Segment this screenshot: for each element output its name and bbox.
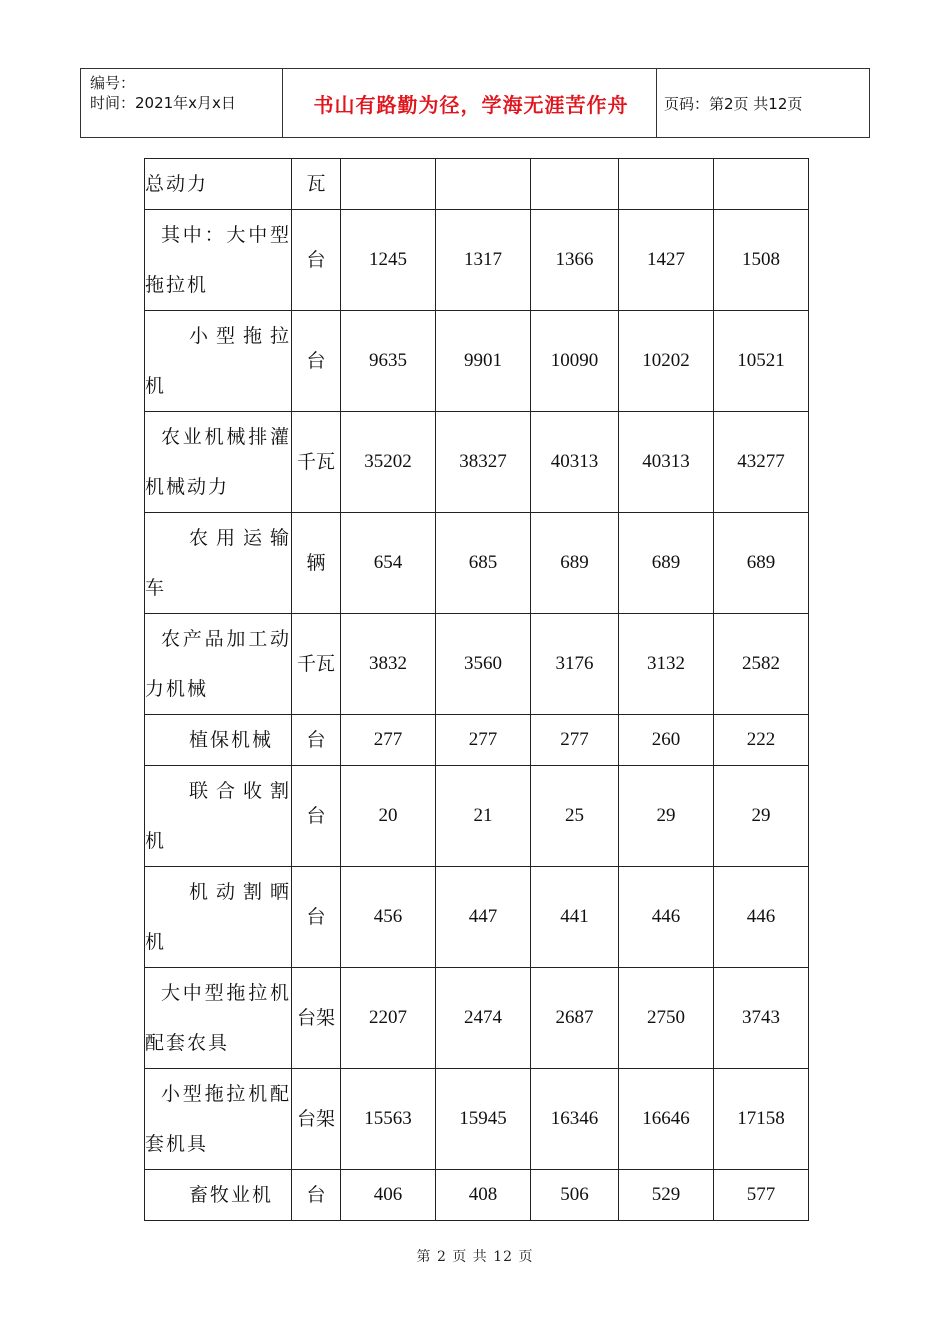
row-label: 机动割晒机 — [145, 867, 292, 968]
table-row — [145, 614, 809, 715]
header-divider — [869, 69, 870, 137]
row-label: 植保机械 — [145, 715, 292, 766]
cell-value: 15563 — [341, 1069, 436, 1170]
header-page-number: 页码：第2页 共12页 — [664, 95, 803, 113]
row-unit: 辆 — [292, 513, 341, 614]
cell-value — [436, 159, 531, 210]
cell-value: 406 — [341, 1170, 436, 1221]
table-row — [145, 513, 809, 614]
row-unit: 台架 — [292, 1069, 341, 1170]
cell-value: 260 — [619, 715, 714, 766]
row-unit: 瓦 — [292, 159, 341, 210]
cell-value: 446 — [619, 867, 714, 968]
row-unit: 千瓦 — [292, 614, 341, 715]
row-label: 农业机械排灌机械动力 — [145, 412, 292, 513]
table-row — [145, 412, 809, 513]
cell-value: 654 — [341, 513, 436, 614]
row-unit: 台 — [292, 1170, 341, 1221]
cell-value: 43277 — [714, 412, 809, 513]
cell-value — [714, 159, 809, 210]
table-row — [145, 1069, 809, 1170]
header-motto: 书山有路勤为径，学海无涯苦作舟 — [313, 93, 629, 117]
cell-value: 10090 — [531, 311, 619, 412]
cell-value: 277 — [531, 715, 619, 766]
row-unit: 台 — [292, 715, 341, 766]
cell-value: 3560 — [436, 614, 531, 715]
cell-value: 17158 — [714, 1069, 809, 1170]
cell-value: 3743 — [714, 968, 809, 1069]
machinery-table — [144, 158, 809, 1221]
cell-value: 689 — [714, 513, 809, 614]
row-unit: 台 — [292, 766, 341, 867]
cell-value: 689 — [619, 513, 714, 614]
table-row — [145, 159, 809, 210]
cell-value: 21 — [436, 766, 531, 867]
row-label: 其中：大中型拖拉机 — [145, 210, 292, 311]
header-divider — [80, 69, 81, 137]
row-label: 畜牧业机 — [145, 1170, 292, 1221]
cell-value: 1366 — [531, 210, 619, 311]
page-footer: 第 2 页 共 12 页 — [416, 1249, 534, 1265]
row-label: 农用运输车 — [145, 513, 292, 614]
cell-value: 577 — [714, 1170, 809, 1221]
cell-value: 447 — [436, 867, 531, 968]
cell-value: 2687 — [531, 968, 619, 1069]
table-row — [145, 210, 809, 311]
cell-value: 3132 — [619, 614, 714, 715]
cell-value: 441 — [531, 867, 619, 968]
cell-value: 40313 — [531, 412, 619, 513]
cell-value: 1317 — [436, 210, 531, 311]
row-label: 大中型拖拉机配套农具 — [145, 968, 292, 1069]
cell-value: 506 — [531, 1170, 619, 1221]
cell-value: 446 — [714, 867, 809, 968]
cell-value: 685 — [436, 513, 531, 614]
cell-value: 456 — [341, 867, 436, 968]
row-unit: 台架 — [292, 968, 341, 1069]
cell-value: 25 — [531, 766, 619, 867]
table-row — [145, 968, 809, 1069]
cell-value: 529 — [619, 1170, 714, 1221]
table-row — [145, 1170, 809, 1221]
cell-value — [619, 159, 714, 210]
row-label: 农产品加工动力机械 — [145, 614, 292, 715]
row-label: 小型拖拉机配套机具 — [145, 1069, 292, 1170]
table-row — [145, 766, 809, 867]
row-unit: 千瓦 — [292, 412, 341, 513]
cell-value: 15945 — [436, 1069, 531, 1170]
cell-value: 35202 — [341, 412, 436, 513]
cell-value: 38327 — [436, 412, 531, 513]
cell-value: 20 — [341, 766, 436, 867]
cell-value: 222 — [714, 715, 809, 766]
cell-value: 277 — [341, 715, 436, 766]
cell-value: 9901 — [436, 311, 531, 412]
document-code-label: 编号： — [90, 74, 136, 92]
cell-value: 2207 — [341, 968, 436, 1069]
cell-value: 689 — [531, 513, 619, 614]
row-unit: 台 — [292, 867, 341, 968]
cell-value: 1508 — [714, 210, 809, 311]
table-row — [145, 311, 809, 412]
cell-value: 29 — [619, 766, 714, 867]
cell-value: 9635 — [341, 311, 436, 412]
cell-value: 277 — [436, 715, 531, 766]
cell-value — [531, 159, 619, 210]
cell-value: 40313 — [619, 412, 714, 513]
cell-value: 408 — [436, 1170, 531, 1221]
cell-value: 3832 — [341, 614, 436, 715]
header-divider — [282, 69, 283, 137]
row-unit: 台 — [292, 210, 341, 311]
cell-value: 3176 — [531, 614, 619, 715]
cell-value: 2474 — [436, 968, 531, 1069]
row-label: 总动力 — [145, 159, 292, 210]
page-header — [80, 68, 870, 138]
cell-value: 16646 — [619, 1069, 714, 1170]
row-unit: 台 — [292, 311, 341, 412]
cell-value: 2582 — [714, 614, 809, 715]
cell-value: 1427 — [619, 210, 714, 311]
cell-value: 29 — [714, 766, 809, 867]
cell-value: 16346 — [531, 1069, 619, 1170]
cell-value: 2750 — [619, 968, 714, 1069]
row-label: 联合收割机 — [145, 766, 292, 867]
cell-value: 1245 — [341, 210, 436, 311]
document-time-label: 时间：2021年x月x日 — [90, 94, 236, 112]
table-row — [145, 867, 809, 968]
row-label: 小型拖拉机 — [145, 311, 292, 412]
cell-value: 10521 — [714, 311, 809, 412]
header-meta — [90, 73, 236, 113]
cell-value: 10202 — [619, 311, 714, 412]
cell-value — [341, 159, 436, 210]
table-row — [145, 715, 809, 766]
